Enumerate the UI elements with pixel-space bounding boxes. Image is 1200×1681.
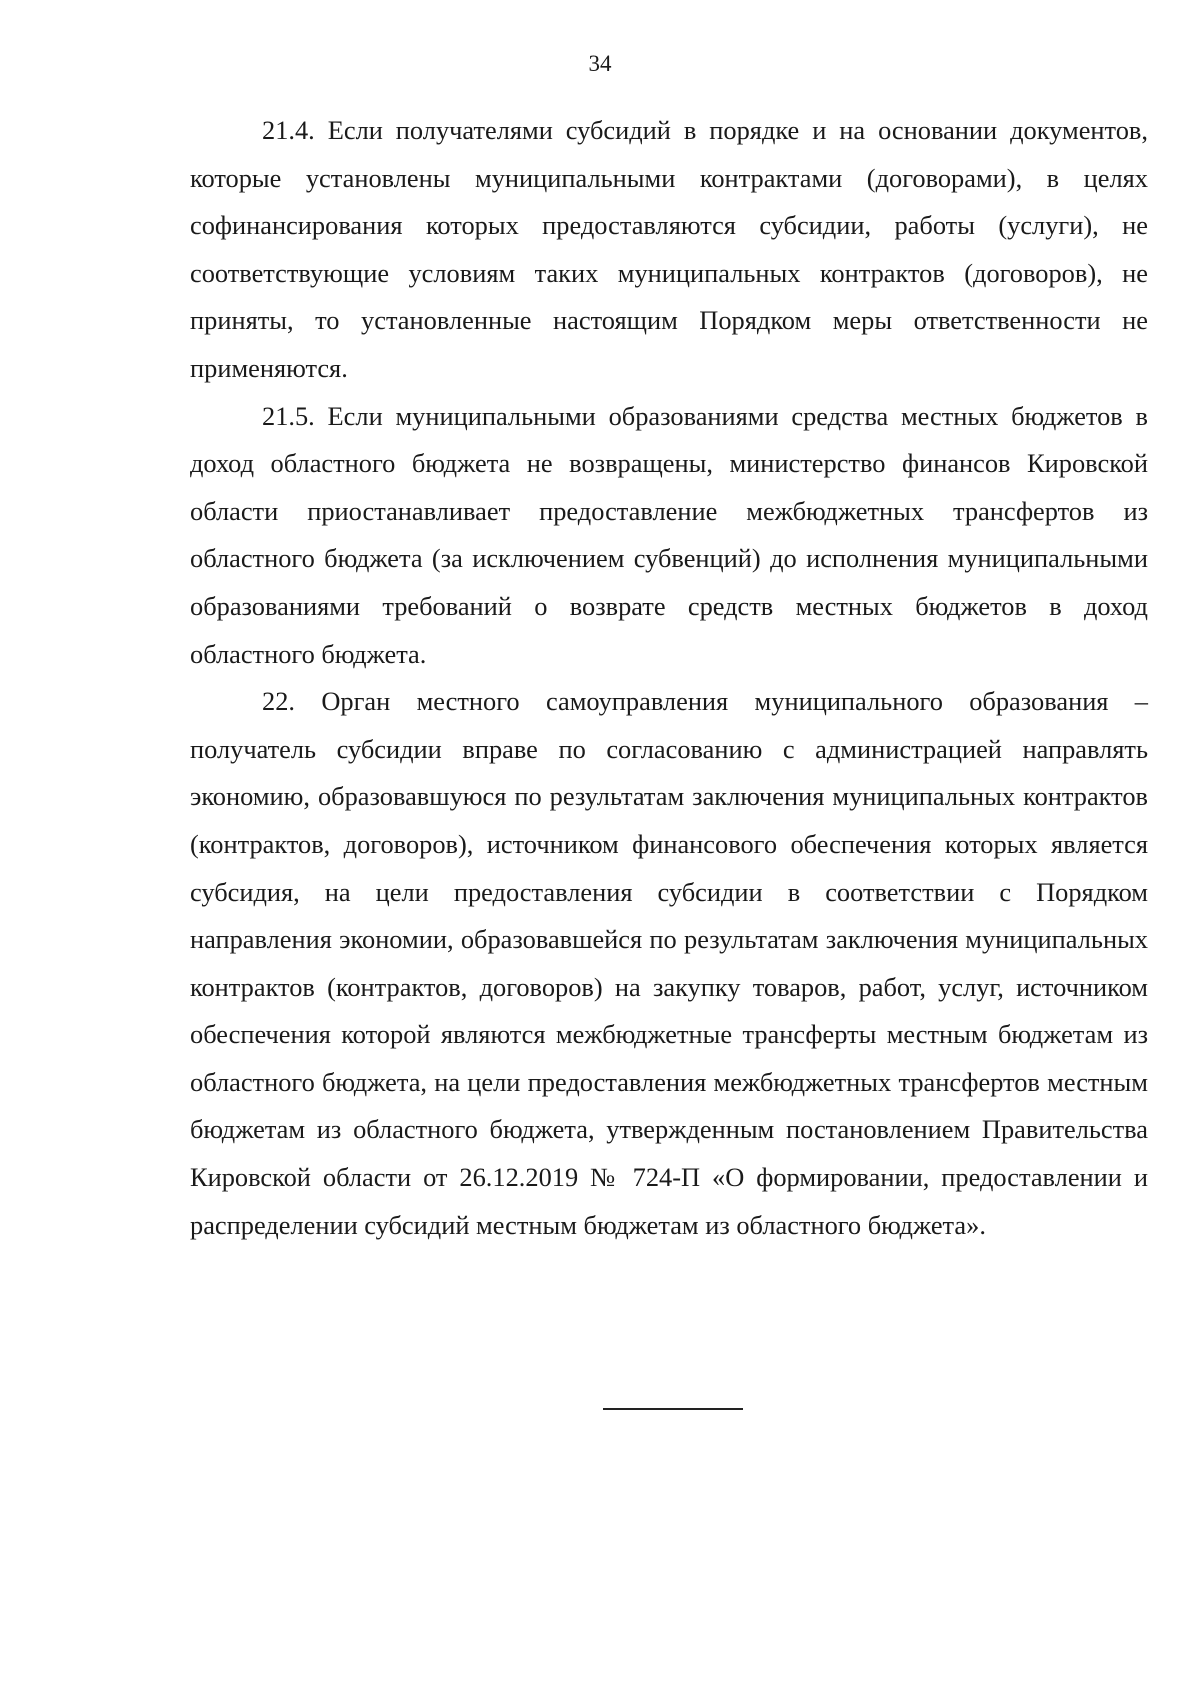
paragraph-21-4: 21.4. Если получателями субсидий в порядке и на основании документов, которые установлены муниципальными контрактами (договорами), в целях софинансирования которых предоставляются субсидии, работы (услуги), не соответствующие условиям таких муниципальных контрактов (договоров), не приняты, то установленные настоящим Порядком меры ответственности не применяются. — [190, 115, 1148, 383]
page-number: 34 — [588, 51, 612, 76]
paragraph-21-5: 21.5. Если муниципальными образованиями средства местных бюджетов в доход областного бюджета не возвращены, министерство финансов Кировской области приостанавливает предоставление межбюджетных трансфертов из областного бюджета (за исключением субвенций) до исполнения муниципальными образованиями требований о возврате средств местных бюджетов в доход областного бюджета. — [190, 400, 1148, 669]
paragraph-22: 22. Орган местного самоуправления муниципального образования – получатель субсидии вправе по согласованию с администрацией направлять экономию, образовавшуюся по результатам заключения муниципальных контрактов (контрактов, договоров), источником финансового обеспечения которых является субсидия, на цели предоставления субсидии в соответствии с Порядком направления экономии, образовавшейся по результатам заключения муниципальных контрактов (контрактов, договоров) на закупку товаров, работ, услуг, источником обеспечения которой являются межбюджетные трансферты местным бюджетам из областного бюджета, на цели предоставления межбюджетных трансфертов местным бюджетам из областного бюджета, утвержденным постановлением Правительства Кировской области от 26.12.2019 № 724-П «О формировании, предоставлении и распределении субсидий местным бюджетам из областного бюджета». — [190, 686, 1148, 1240]
document-body — [190, 107, 1148, 1249]
end-of-document-rule — [603, 1408, 743, 1410]
